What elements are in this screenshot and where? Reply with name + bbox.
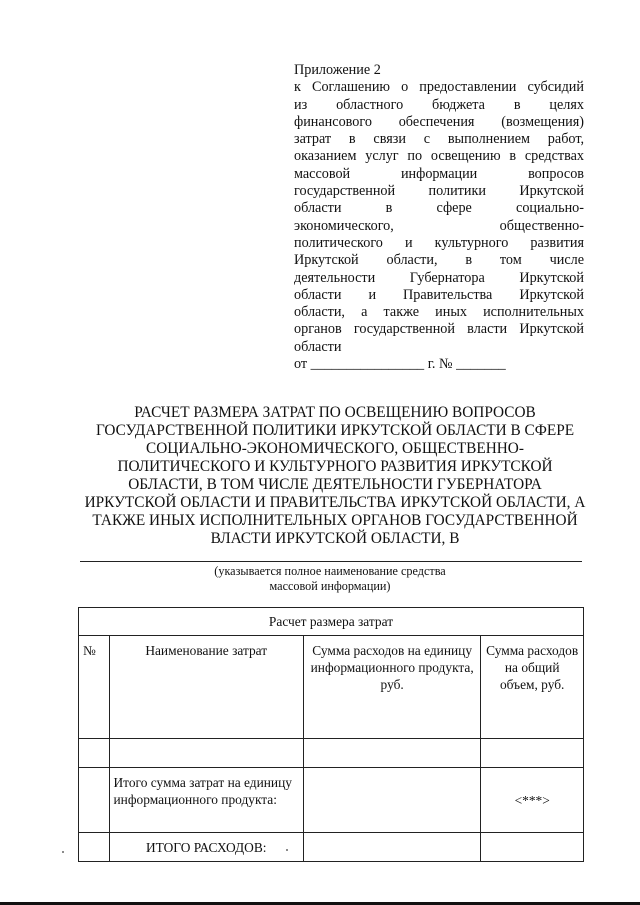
appendix-line: Иркутской области, в том числе — [294, 252, 584, 269]
appendix-line: к Соглашению о предоставлении субсидий — [294, 79, 584, 96]
appendix-line: деятельности Губернатора Иркутской — [294, 269, 584, 286]
title-line: ТАКЖЕ ИНЫХ ИСПОЛНИТЕЛЬНЫХ ОРГАНОВ ГОСУДАРСТВЕННОЙ — [92, 512, 578, 529]
appendix-line: органов государственной власти Иркутской — [294, 321, 584, 338]
table-cell — [481, 739, 584, 768]
appendix-date-line: от ________________ г. № _______ — [294, 356, 506, 373]
table-row-grand-total — [79, 833, 584, 862]
scan-speck — [62, 851, 64, 853]
appendix-line: области — [294, 338, 342, 355]
note-line: (указывается полное наименование средства — [214, 564, 446, 578]
header-total-cost: Сумма расходов на общий объем, руб. — [481, 636, 584, 739]
table-row-unit-total — [79, 768, 584, 833]
grand-total-label: ИТОГО РАСХОДОВ: — [109, 833, 303, 862]
table-cell — [79, 833, 110, 862]
appendix-line: области и Правительства Иркутской — [294, 286, 584, 303]
title-line: ГОСУДАРСТВЕННОЙ ПОЛИТИКИ ИРКУТСКОЙ ОБЛАСТИ В СФЕРЕ — [95, 422, 575, 439]
appendix-line: затрат в связи с выполнением работ, — [294, 131, 584, 148]
table-caption: Расчет размера затрат — [79, 608, 584, 636]
table-cell — [303, 833, 480, 862]
appendix-block — [294, 62, 584, 373]
cost-calculation-table — [78, 607, 584, 862]
appendix-line: из областного бюджета в целях — [294, 96, 584, 113]
header-unit-cost: Сумма расходов на единицу информационного продукта, руб. — [303, 636, 480, 739]
title-line: РАСЧЕТ РАЗМЕРА ЗАТРАТ ПО ОСВЕЩЕНИЮ ВОПРОСОВ — [134, 404, 536, 421]
appendix-line: экономического, общественно- — [294, 217, 584, 234]
appendix-line: Приложение 2 — [294, 62, 381, 78]
note-line: массовой информации) — [269, 579, 391, 593]
table-cell — [79, 739, 110, 768]
title-line: ОБЛАСТИ, В ТОМ ЧИСЛЕ ДЕЯТЕЛЬНОСТИ ГУБЕРНАТОРА — [128, 476, 542, 493]
table-cell — [303, 739, 480, 768]
appendix-line: оказанием услуг по освещению в средствах — [294, 148, 584, 165]
title-line: ПОЛИТИЧЕСКОГО И КУЛЬТУРНОГО РАЗВИТИЯ ИРКУТСКОЙ — [117, 458, 553, 475]
media-name-underline — [80, 561, 582, 562]
document-title — [70, 404, 600, 548]
table-caption-row — [79, 608, 584, 636]
title-line: ИРКУТСКОЙ ОБЛАСТИ И ПРАВИТЕЛЬСТВА ИРКУТСКОЙ ОБЛАСТИ, А — [84, 494, 586, 511]
unit-total-label: Итого сумма затрат на единицу информационного продукта: — [109, 768, 303, 833]
table-cell — [79, 768, 110, 833]
title-line: ВЛАСТИ ИРКУТСКОЙ ОБЛАСТИ, В — [210, 530, 460, 547]
header-cost-name: Наименование затрат — [109, 636, 303, 739]
media-name-note — [180, 564, 480, 594]
appendix-line: финансового обеспечения (возмещения) — [294, 113, 584, 130]
appendix-line: политического и культурного развития — [294, 234, 584, 251]
table-cell — [481, 833, 584, 862]
header-num: № — [79, 636, 110, 739]
table-cell — [109, 739, 303, 768]
appendix-line: области, а также иных исполнительных — [294, 304, 584, 321]
appendix-line: области в сфере социально- — [294, 200, 584, 217]
unit-total-mark: <***> — [481, 768, 584, 833]
table-row — [79, 739, 584, 768]
table-cell — [303, 768, 480, 833]
appendix-line: государственной политики Иркутской — [294, 183, 584, 200]
title-line: СОЦИАЛЬНО-ЭКОНОМИЧЕСКОГО, ОБЩЕСТВЕННО- — [146, 440, 524, 457]
appendix-line: массовой информации вопросов — [294, 165, 584, 182]
table-header-row — [79, 636, 584, 739]
scan-speck — [286, 849, 288, 851]
